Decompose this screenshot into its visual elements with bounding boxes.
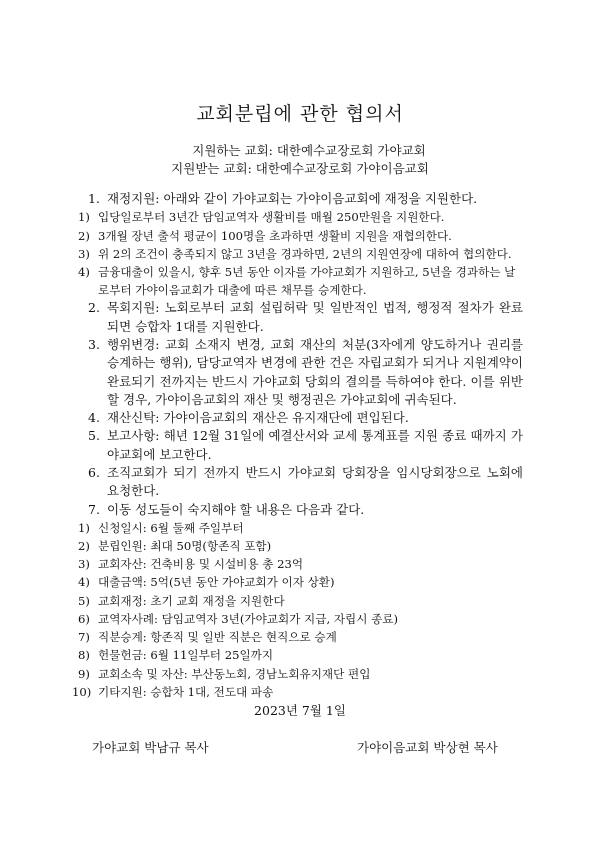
sub-item [72,683,523,701]
sub-item-text: 교회소속 및 자산: 부산동노회, 경남노회유지재단 편입 [98,666,371,681]
sub-item-number: 6) [78,611,90,626]
sub-item-number: 2) [78,539,90,554]
sub-item-number: 2) [78,228,90,243]
sub-item [78,555,523,573]
agreement-item [88,190,523,208]
sub-item-number: 4) [78,575,90,590]
sub-item-text: 입당일로부터 3년간 담임교역자 생활비를 매월 250만원을 지원한다. [98,210,445,225]
agreement-items [72,190,523,701]
sub-item-number: 1) [78,520,90,535]
sub-item-text: 교회재정: 초기 교회 재정을 지원한다 [98,593,285,608]
sub-item [78,610,523,628]
sub-item-number: 7) [78,630,90,645]
item-text: 재산신탁: 가야이음교회의 재산은 유지재단에 편입된다. [107,410,409,426]
item-number: 2. [88,300,100,316]
sub-item-text: 교회자산: 건축비용 및 시설비용 총 23억 [98,557,304,572]
item-number: 3. [88,336,100,352]
sub-item-number: 9) [78,666,90,681]
sub-item-number: 8) [78,648,90,663]
item-number: 7. [88,501,100,517]
agreement-item [88,336,523,409]
item-number: 5. [88,428,100,444]
agreement-item [88,501,523,519]
sub-item-number: 10) [72,684,92,699]
sub-item [78,245,523,263]
item-text: 조직교회가 되기 전까지 반드시 가야교회 당회장을 임시당회장으로 노회에 요청한다. [107,464,523,499]
item-number: 4. [88,410,100,426]
sub-item-text: 교역자사례: 담임교역자 3년(가야교회가 지급, 자립시 종료) [98,611,399,626]
sub-item-number: 5) [78,593,90,608]
sub-item-text: 분립인원: 최대 50명(항존직 포함) [98,539,272,554]
sub-item-number: 3) [78,246,90,261]
sub-item-text: 3개월 장년 출석 평균이 100명을 초과하면 생활비 지원을 재협의한다. [98,228,452,243]
sub-item-text: 직분승계: 항존직 및 일반 직분은 현직으로 승계 [98,630,337,645]
item-text: 이동 성도들이 숙지해야 할 내용은 다음과 같다. [107,501,365,517]
item-text: 행위변경: 교회 소재지 변경, 교회 재산의 처분(3자에게 양도하거나 권리를 승계하는 행위), 담당교역자 변경에 관한 건은 자립교회가 되거나 지원계약이 완료되기 전까지는 반드시 가야교회 당회의 결의를 득하여야 한다. 이를 위반할 경우, 가야이음교회의 재산 및 행정권은 가야교회에 귀속된다. [107,336,523,407]
supported-church: 지원받는 교회: 대한예수교장로회 가야이음교회 [171,161,429,176]
agreement-item [88,427,523,464]
supporting-church: 지원하는 교회: 대한예수교장로회 가야교회 [192,143,426,158]
sub-item-list [78,208,523,299]
sub-item-list [72,519,523,701]
sub-item-number: 1) [78,210,90,225]
agreement-item [88,464,523,501]
sub-item [78,646,523,664]
sub-item [78,665,523,683]
sub-item [78,592,523,610]
sub-item [78,573,523,591]
item-number: 1. [88,191,100,206]
sub-item-text: 기타지원: 승합차 1대, 전도대 파송 [98,684,274,699]
signature-right: 가야이음교회 박상현 목사 [357,740,498,755]
sub-item-text: 신청일시: 6월 둘째 주일부터 [98,520,244,535]
agreement-item [88,409,523,427]
sub-item-text: 대출금액: 5억(5년 동안 가야교회가 이자 상환) [98,575,335,590]
parties-block [0,141,600,177]
sub-item [78,537,523,555]
document-title: 교회분립에 관한 협의서 [196,103,404,125]
sub-item [78,208,523,226]
signature-left: 가야교회 박남규 목사 [92,740,209,755]
sub-item [78,263,523,299]
item-text: 재정지원: 아래와 같이 가야교회는 가야이음교회에 재정을 지원한다. [107,191,478,206]
sub-item [78,227,523,245]
agreement-item [88,299,523,336]
sub-item-text: 위 2의 조건이 충족되지 않고 3년을 경과하면, 2년의 지원연장에 대하여 협의한다. [98,246,512,261]
item-text: 목회지원: 노회로부터 교회 설립허락 및 일반적인 법적, 행정적 절차가 완료되면 승합차 1대를 지원한다. [107,300,523,334]
sub-item [78,628,523,646]
item-text: 보고사항: 해년 12월 31일에 예결산서와 교세 통계표를 지원 종료 때까지 가야교회에 보고한다. [107,428,523,462]
sub-item-number: 3) [78,557,90,572]
item-number: 6. [88,464,100,480]
sub-item-text: 헌물헌금: 6월 11일부터 25일까지 [98,648,274,663]
sub-item-number: 4) [78,264,90,279]
sub-item-text: 금융대출이 있을시, 향후 5년 동안 이자를 가야교회가 지원하고, 5년을 경과하는 날로부터 가야이음교회가 대출에 따른 채무를 승계한다. [98,264,516,298]
agreement-date: 2023년 7월 1일 [254,703,346,718]
sub-item [78,519,523,537]
